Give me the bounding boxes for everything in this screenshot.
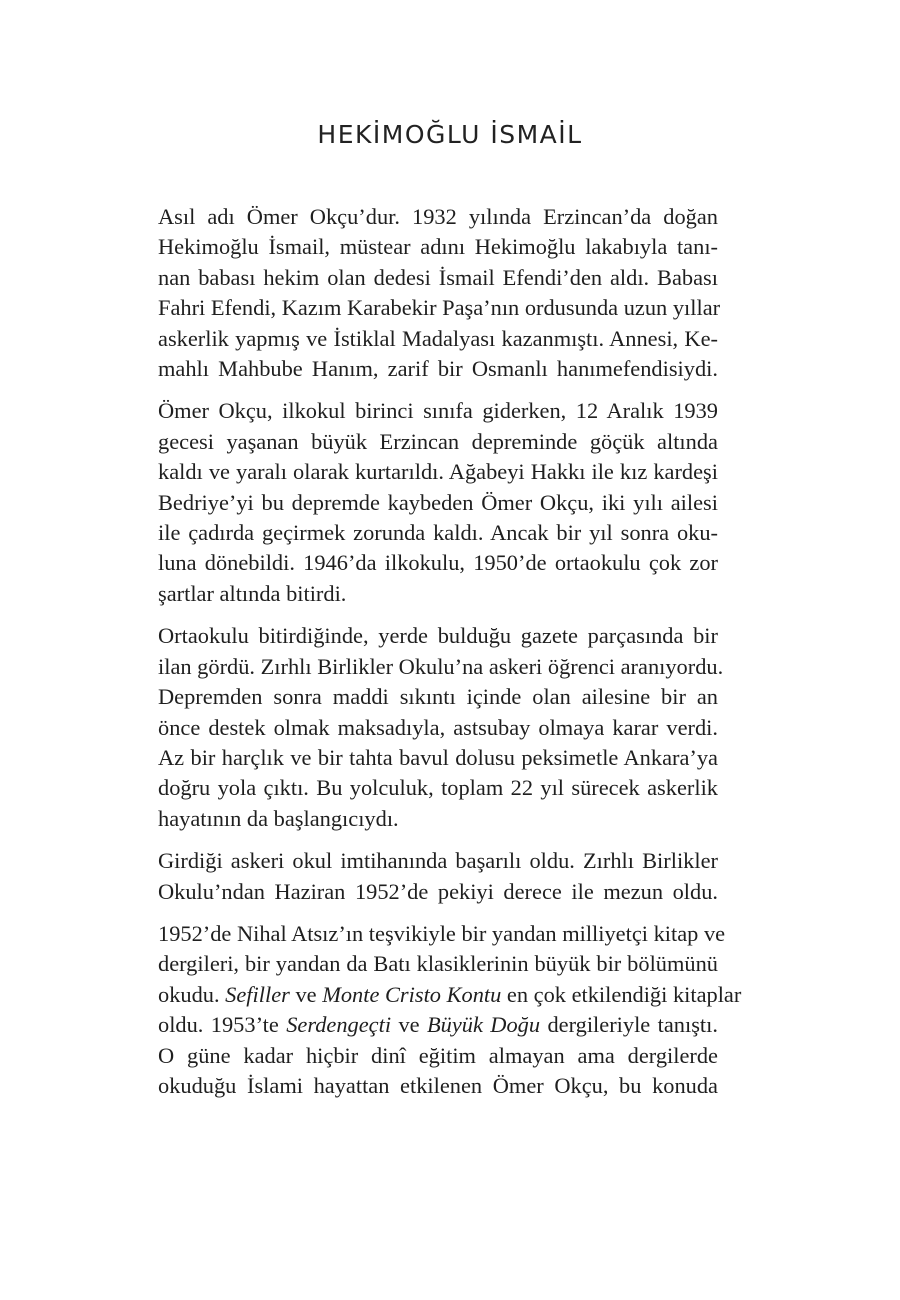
- text-segment: ve: [391, 1012, 427, 1038]
- paragraph-1: [158, 202, 721, 384]
- text-line: hayatının da başlangıcıydı.: [158, 805, 399, 831]
- paragraph-4: [158, 846, 718, 907]
- text-line: önce destek olmak maksadıyla, astsubay olmaya karar verdi.: [158, 714, 718, 740]
- text-line: Hekimoğlu İsmail, müstear adını Hekimoğlu lakabıyla tanı-: [158, 234, 718, 260]
- text-line: Fahri Efendi, Kazım Karabekir Paşa’nın ordusunda uzun yıllar: [158, 295, 721, 321]
- text-line: dergileri, bir yandan da Batı klasiklerinin büyük bir bölümünü: [158, 951, 718, 977]
- text-line: Asıl adı Ömer Okçu’dur. 1932 yılında Erzincan’da doğan: [158, 204, 718, 229]
- text-line: Ömer Okçu, ilkokul birinci sınıfa giderken, 12 Aralık 1939: [158, 398, 718, 424]
- text-line: ile çadırda geçirmek zorunda kaldı. Ancak bir yıl sonra oku-: [158, 520, 718, 546]
- text-line: ilan gördü. Zırhlı Birlikler Okulu’na askeri öğrenci aranıyordu.: [158, 653, 724, 679]
- text-segment: en çok etkilendiği kitaplar: [501, 981, 742, 1007]
- text-line: gecesi yaşanan büyük Erzincan depreminde göçük altında: [158, 428, 718, 454]
- text-line: mahlı Mahbube Hanım, zarif bir Osmanlı hanımefendisiydi.: [158, 356, 718, 382]
- text-line-with-titles: [158, 980, 742, 1010]
- chapter-title: HEKİMOĞLU İSMAİL: [317, 120, 583, 149]
- text-line: Girdiği askeri okul imtihanında başarılı oldu. Zırhlı Birlikler: [158, 848, 718, 874]
- text-line: Okulu’ndan Haziran 1952’de pekiyi derece ile mezun oldu.: [158, 878, 718, 904]
- text-line: kaldı ve yaralı olarak kurtarıldı. Ağabeyi Hakkı ile kız kardeşi: [158, 459, 718, 485]
- text-segment: oldu. 1953’te: [158, 1012, 287, 1038]
- text-line: nan babası hekim olan dedesi İsmail Efendi’den aldı. Babası: [158, 264, 718, 290]
- text-line: askerlik yapmış ve İstiklal Madalyası kazanmıştı. Annesi, Ke-: [158, 325, 718, 351]
- paragraph-2: [158, 396, 718, 609]
- book-title-monte-cristo: Monte Cristo Kontu: [322, 981, 502, 1007]
- body-text: [158, 202, 742, 1113]
- text-line: 1952’de Nihal Atsız’ın teşvikiyle bir yandan milliyetçi kitap ve: [158, 920, 726, 946]
- text-line: O güne kadar hiçbir dinî eğitim almayan ama dergilerde: [158, 1042, 718, 1068]
- text-line: doğru yola çıktı. Bu yolculuk, toplam 22 yıl sürecek askerlik: [158, 775, 718, 801]
- text-line: Ortaokulu bitirdiğinde, yerde bulduğu gazete parçasında bir: [158, 623, 718, 649]
- text-line: luna dönebildi. 1946’da ilkokulu, 1950’de ortaokulu çok zor: [158, 550, 718, 576]
- text-line: okuduğu İslami hayattan etkilenen Ömer Okçu, bu konuda: [158, 1072, 718, 1098]
- text-segment: dergileriyle tanıştı.: [540, 1012, 718, 1038]
- text-segment: okudu.: [158, 981, 226, 1007]
- text-line-with-titles: [158, 1010, 718, 1040]
- text-segment: ve: [289, 981, 323, 1007]
- magazine-title-buyuk-dogu: Büyük Doğu: [426, 1012, 541, 1038]
- paragraph-5: [158, 919, 742, 1101]
- text-line: Az bir harçlık ve bir tahta bavul dolusu peksimetle Ankara’ya: [158, 744, 718, 770]
- paragraph-3: [158, 621, 724, 834]
- text-line: Bedriye’yi bu depremde kaybeden Ömer Okçu, iki yılı ailesi: [158, 489, 718, 515]
- text-line: Depremden sonra maddi sıkıntı içinde olan ailesine bir an: [158, 684, 718, 710]
- magazine-title-serdengecti: Serdengeçti: [286, 1012, 392, 1038]
- book-title-sefiller: Sefiller: [225, 981, 290, 1007]
- text-line: şartlar altında bitirdi.: [158, 580, 347, 606]
